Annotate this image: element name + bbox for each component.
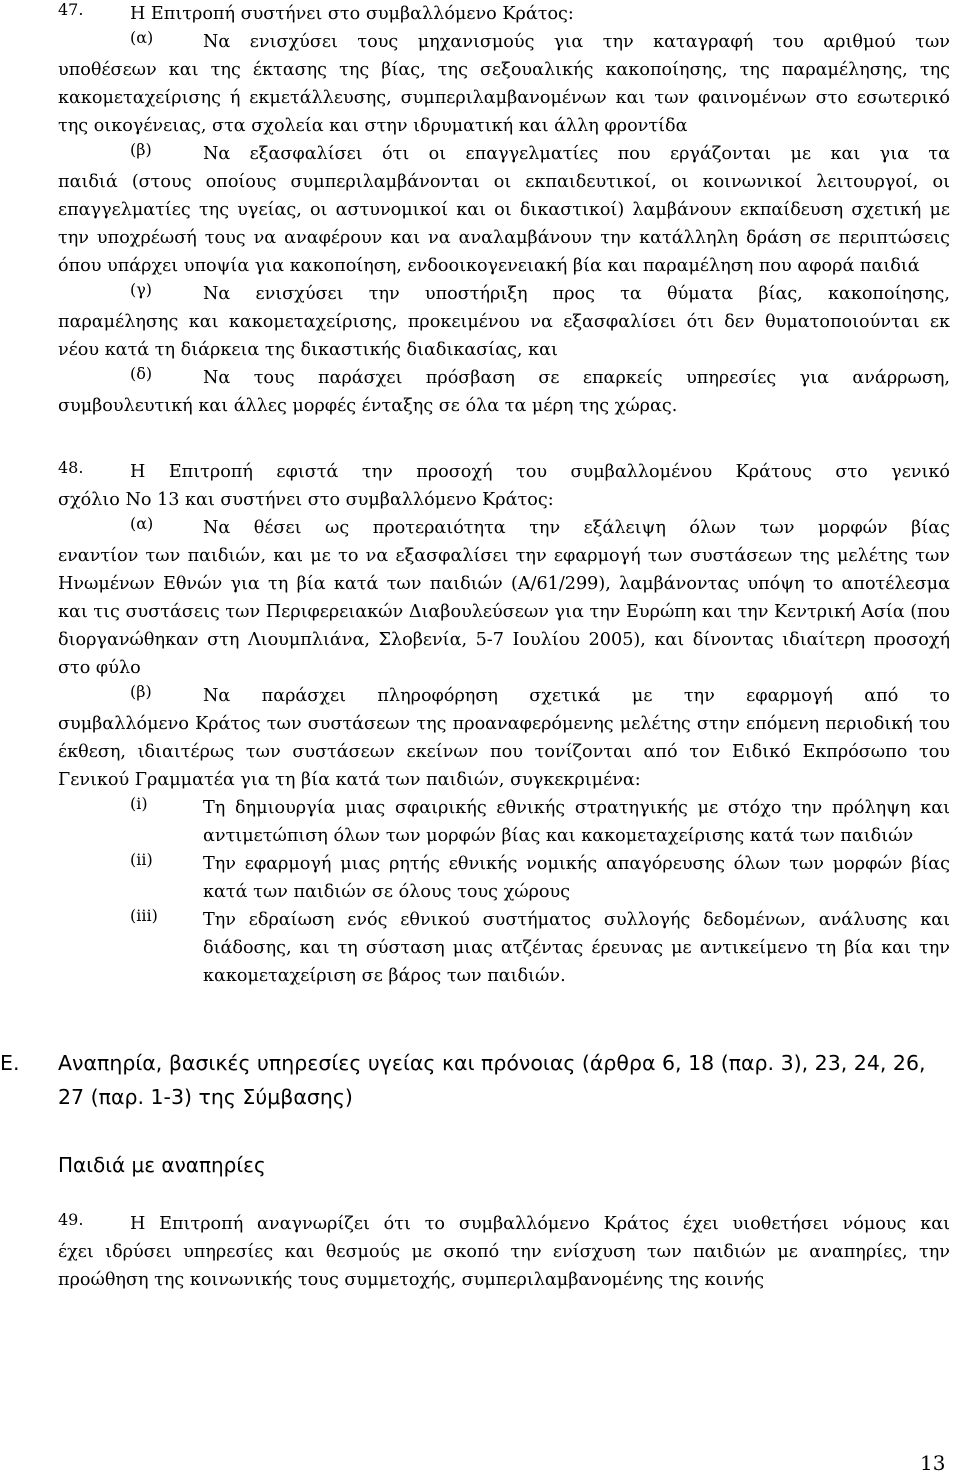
item-text: εναντίον των παιδιών, και με το να εξασφαλίσει την εφαρμογή των συστάσεων της μελέτης των Ηνωμένων Εθνών για τη βία κατά των παιδιών (A/61/299), λαμβάνοντας υπόψη το αποτέλεσμα και τις συστάσεις των Περιφερειακών Διαβουλεύσεων για την Ευρώπη και την Κεντρική Ασία (που διοργανώθηκαν στη Λιουμπλιάνα, Σλοβενία, 5-7 Ιουλίου 2005), και δίνοντας ιδιαίτερη προσοχή στο φύλο xyxy=(58,546,950,678)
subsection-heading: Παιδιά με αναπηρίες xyxy=(58,1153,266,1177)
section-letter: Ε. xyxy=(0,1051,20,1075)
item-first-line: Να παράσχει πληροφόρηση σχετικά με την εφαρμογή από το xyxy=(203,686,950,706)
subitem-label: (iii) xyxy=(130,906,158,925)
paragraph-number: 48. xyxy=(58,458,84,477)
subitem-iii xyxy=(58,906,950,990)
subitem-ii xyxy=(58,850,950,906)
item-first-line: Να ενισχύσει τους μηχανισμούς για την καταγραφή του αριθμού των xyxy=(203,32,950,52)
item-label: (α) xyxy=(130,28,154,47)
paragraph-first-line: Η Επιτροπή αναγνωρίζει ότι το συμβαλλόμενο Κράτος έχει υιοθετήσει νόμους και xyxy=(130,1214,950,1234)
item-label: (γ) xyxy=(130,280,153,299)
paragraph-49 xyxy=(58,1210,950,1238)
item-label: (β) xyxy=(130,140,152,159)
item-text: συμβουλευτική και άλλες μορφές ένταξης σε όλα τα μέρη της χώρας. xyxy=(58,396,678,416)
spacer xyxy=(58,1180,950,1210)
section-heading xyxy=(0,1046,950,1114)
item-first-line: Να θέσει ως προτεραιότητα την εξάλειψη όλων των μορφών βίας xyxy=(203,518,950,538)
spacer xyxy=(58,420,950,458)
item-b xyxy=(58,140,950,168)
paragraph-48 xyxy=(58,458,950,486)
item-d xyxy=(58,364,950,392)
item-a xyxy=(58,28,950,56)
item-label: (α) xyxy=(130,514,154,533)
paragraph-intro: Η Επιτροπή συστήνει στο συμβαλλόμενο Κράτος: xyxy=(130,4,574,24)
item-first-line: Να ενισχύσει την υποστήριξη προς τα θύματα βίας, κακοποίησης, xyxy=(203,284,950,304)
section-title: Αναπηρία, βασικές υπηρεσίες υγείας και πρόνοιας (άρθρα 6, 18 (παρ. 3), 23, 24, 26, 27 (παρ. 1-3) της Σύμβασης) xyxy=(58,1051,926,1109)
item-label: (β) xyxy=(130,682,152,701)
item-b xyxy=(58,682,950,710)
subitem-label: (i) xyxy=(130,794,148,813)
subitem-text: Την εφαρμογή μιας ρητής εθνικής νομικής απαγόρευσης όλων των μορφών βίας κατά των παιδιών σε όλους τους χώρους xyxy=(203,854,950,902)
spacer xyxy=(58,990,950,1046)
subitem-text: Τη δημιουργία μιας σφαιρικής εθνικής στρατηγικής με στόχο την πρόληψη και αντιμετώπιση όλων των μορφών βίας και κακομεταχείρισης κατά των παιδιών xyxy=(203,798,950,846)
paragraph-47 xyxy=(58,0,950,28)
subitem-i xyxy=(58,794,950,850)
subitem-label: (ii) xyxy=(130,850,153,869)
paragraph-intro-text: σχόλιο Νο 13 και συστήνει στο συμβαλλόμενο Κράτος: xyxy=(58,490,554,510)
paragraph-intro-first-line: Η Επιτροπή εφιστά την προσοχή του συμβαλλομένου Κράτους στο γενικό xyxy=(130,462,950,482)
item-text: παραμέλησης και κακομεταχείρισης, προκειμένου να εξασφαλίσει ότι δεν θυματοποιούνται εκ νέου κατά τη διάρκεια της δικαστικής διαδικασίας, και xyxy=(58,312,950,360)
item-first-line: Να εξασφαλίσει ότι οι επαγγελματίες που εργάζονται με και για τα xyxy=(203,144,950,164)
paragraph-number: 49. xyxy=(58,1210,84,1229)
paragraph-text: έχει ιδρύσει υπηρεσίες και θεσμούς με σκοπό την ενίσχυση των παιδιών με αναπηρίες, την προώθηση της κοινωνικής τους συμμετοχής, συμπεριλαμβανομένης της κοινής xyxy=(58,1242,950,1290)
page-number: 13 xyxy=(920,1451,946,1475)
paragraph-number: 47. xyxy=(58,0,84,19)
item-text: συμβαλλόμενο Κράτος των συστάσεων της προαναφερόμενης μελέτης στην επόμενη περιοδική του έκθεση, ιδιαιτέρως των συστάσεων εκείνων που τονίζονται από τον Ειδικό Εκπρόσωπο του Γενικού Γραμματέα για τη βία κατά των παιδιών, συγκεκριμένα: xyxy=(58,714,950,790)
item-first-line: Να τους παράσχει πρόσβαση σε επαρκείς υπηρεσίες για ανάρρωση, xyxy=(203,368,950,388)
subitem-text: Την εδραίωση ενός εθνικού συστήματος συλλογής δεδομένων, ανάλυσης και διάδοσης, και τη σύσταση μιας ατζέντας έρευνας με αντικείμενο τη βία και την κακομεταχείριση σε βάρος των παιδιών. xyxy=(203,910,950,986)
item-text: υποθέσεων και της έκτασης της βίας, της σεξουαλικής κακοποίησης, της παραμέλησης, της κακομεταχείρισης ή εκμετάλλευσης, συμπεριλαμβανομένων και των φαινομένων στο εσωτερικό της οικογένειας, στα σχολεία και στην ιδρυματική και άλλη φροντίδα xyxy=(58,60,950,136)
item-c xyxy=(58,280,950,308)
item-a xyxy=(58,514,950,542)
item-text: παιδιά (στους οποίους συμπεριλαμβάνονται οι εκπαιδευτικοί, οι κοινωνικοί λειτουργοί, οι επαγγελματίες της υγείας, οι αστυνομικοί και οι δικαστικοί) λαμβάνουν εκπαίδευση σχετική με την υποχρέωσή τους να αναφέρουν και να αναλαμβάνουν την κατάλληλη δράση σε περιπτώσεις όπου υπάρχει υποψία για κακοποίηση, ενδοοικογενειακή βία και παραμέληση που αφορά παιδιά xyxy=(58,172,950,276)
item-label: (δ) xyxy=(130,364,153,383)
